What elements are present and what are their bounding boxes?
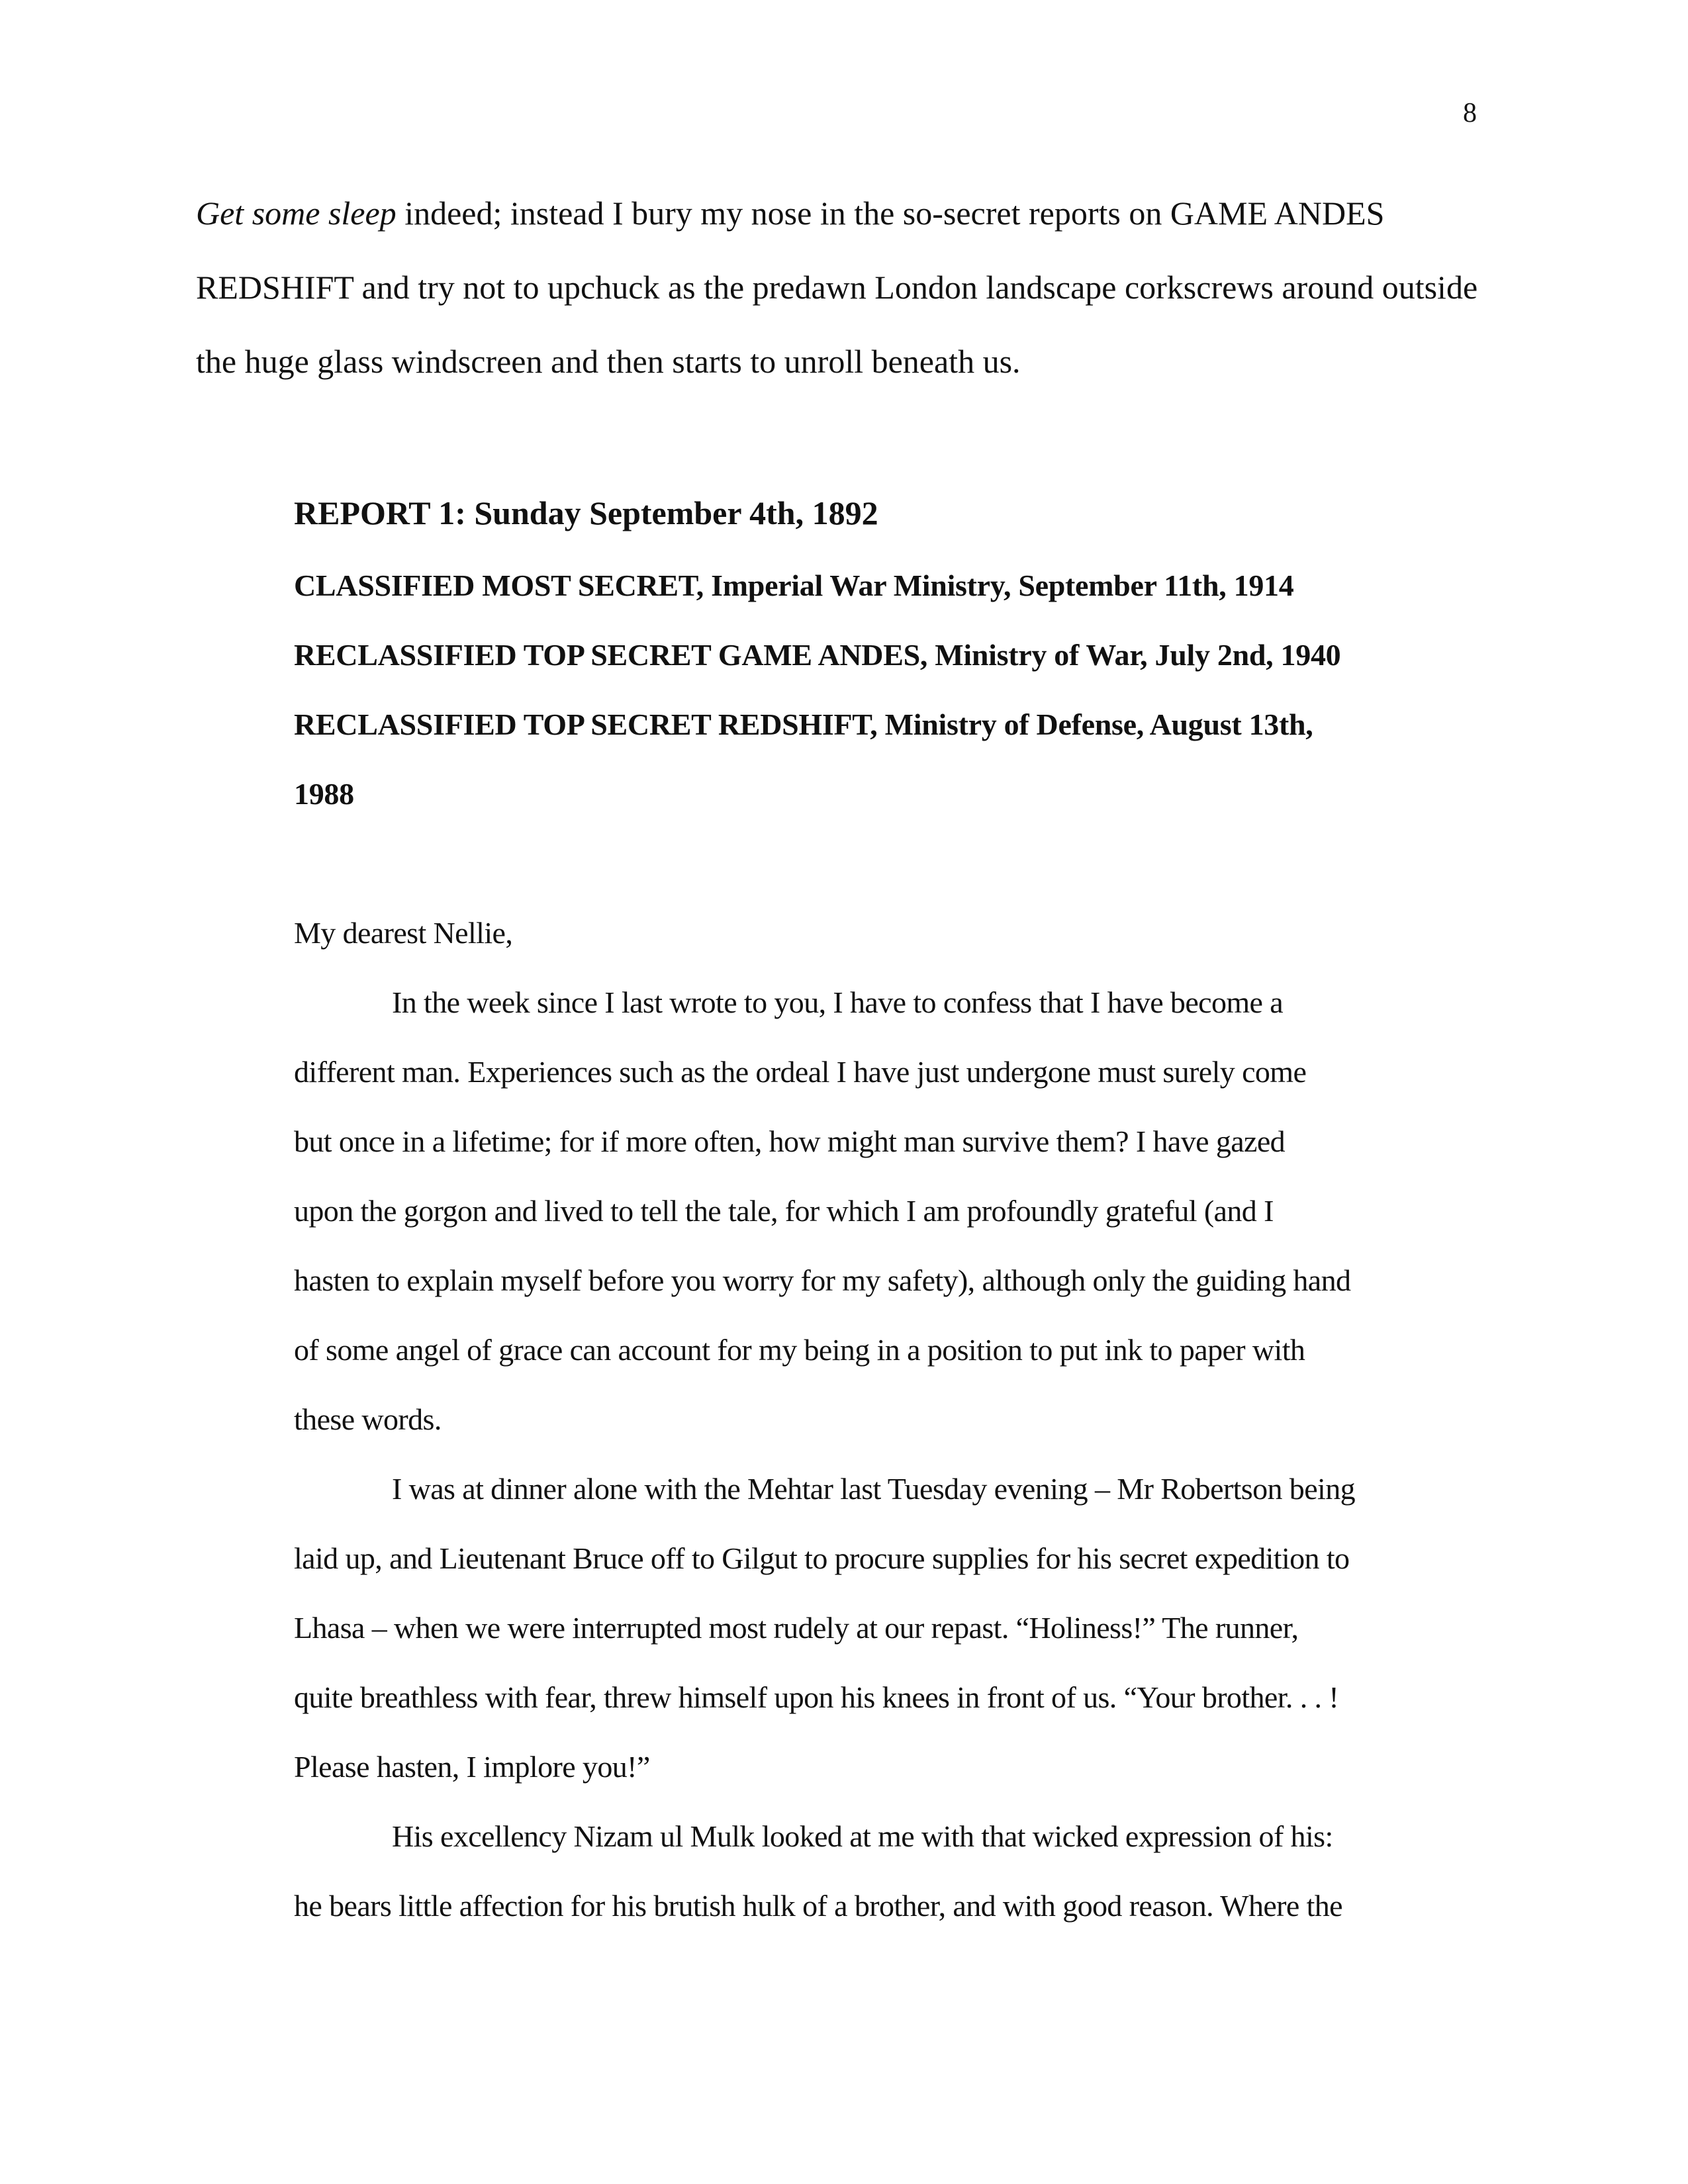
letter-line: but once in a lifetime; for if more often, how might man survive them? I have gazed <box>294 1124 1286 1158</box>
page-number: 8 <box>1463 98 1477 128</box>
salutation: My dearest Nellie, <box>294 916 513 950</box>
letter-line: Lhasa – when we were interrupted most rudely at our repast. “Holiness!” The runner, <box>294 1611 1299 1645</box>
letter-line: In the week since I last wrote to you, I have to confess that I have become a <box>392 985 1284 1019</box>
letter-line: Please hasten, I implore you!” <box>294 1750 650 1784</box>
letter-line: upon the gorgon and lived to tell the tale, for which I am profoundly grateful (and I <box>294 1194 1274 1228</box>
opening-line-2: REDSHIFT and try not to upchuck as the predawn London landscape corkscrews around outside <box>196 269 1478 306</box>
opening-line-3: the huge glass windscreen and then starts to unroll beneath us. <box>196 343 1021 380</box>
opening-line-1 <box>196 193 1384 233</box>
letter-line: of some angel of grace can account for my being in a position to put ink to paper with <box>294 1333 1305 1367</box>
letter-line: His excellency Nizam ul Mulk looked at me with that wicked expression of his: <box>392 1819 1333 1853</box>
letter-line: different man. Experiences such as the ordeal I have just undergone must surely come <box>294 1055 1307 1089</box>
letter-line: hasten to explain myself before you worry for my safety), although only the guiding hand <box>294 1263 1351 1297</box>
classification-line-2: RECLASSIFIED TOP SECRET GAME ANDES, Ministry of War, July 2nd, 1940 <box>294 638 1341 672</box>
classification-line-1: CLASSIFIED MOST SECRET, Imperial War Ministry, September 11th, 1914 <box>294 569 1294 602</box>
letter-line: he bears little affection for his brutish hulk of a brother, and with good reason. Where the <box>294 1889 1342 1923</box>
report-title: REPORT 1: Sunday September 4th, 1892 <box>294 494 878 531</box>
classification-line-4: 1988 <box>294 777 354 811</box>
letter-line: these words. <box>294 1402 442 1436</box>
classification-line-3: RECLASSIFIED TOP SECRET REDSHIFT, Ministry of Defense, August 13th, <box>294 707 1313 741</box>
italic-phrase: Get some sleep <box>196 195 397 232</box>
letter-line: laid up, and Lieutenant Bruce off to Gilgut to procure supplies for his secret expedition to <box>294 1541 1350 1575</box>
letter-line: I was at dinner alone with the Mehtar last Tuesday evening – Mr Robertson being <box>392 1472 1355 1506</box>
letter-line: quite breathless with fear, threw himself upon his knees in front of us. “Your brother. . . ! <box>294 1680 1339 1714</box>
opening-line-1-text: indeed; instead I bury my nose in the so-secret reports on GAME ANDES <box>396 195 1385 232</box>
